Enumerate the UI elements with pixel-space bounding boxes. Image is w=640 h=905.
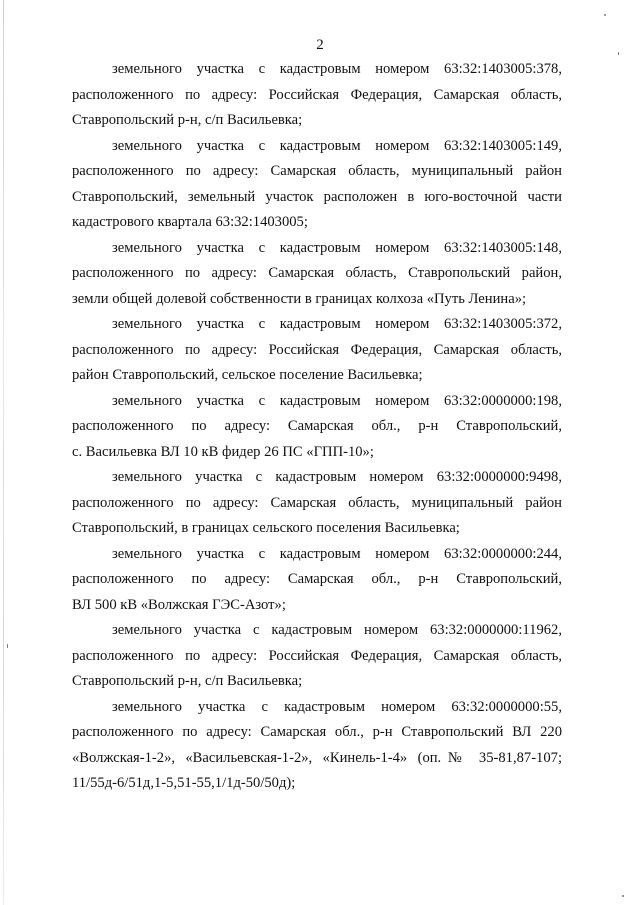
paragraph-line: земельного участка с кадастровым номером 63:32:1403005:372,	[112, 316, 562, 332]
paragraph-line: Ставропольский р-н, с/п Васильевка;	[72, 673, 303, 689]
paragraph-line: земельного участка с кадастровым номером 63:32:0000000:198,	[112, 392, 562, 409]
paragraph-parcel-372	[72, 312, 562, 389]
paragraph-line: расположенного по адресу: Самарская область, муниципальный район	[72, 163, 562, 179]
paragraph-parcel-378	[72, 57, 562, 134]
paragraph-line: расположенного по адресу: Самарская обл., р-н Ставропольский,	[72, 418, 562, 434]
paragraph-line: земельного участка с кадастровым номером 63:32:1403005:378,	[112, 61, 562, 77]
scan-edge-line	[3, 0, 4, 905]
page-number: 2	[316, 37, 324, 53]
paragraph-line: земли общей долевой собственности в границах колхоза «Путь Ленина»;	[72, 290, 527, 307]
document-body	[72, 57, 562, 797]
scan-speck	[604, 14, 606, 16]
paragraph-line: земельного участка с кадастровым номером 63:32:1403005:149,	[112, 137, 562, 154]
paragraph-line: расположенного по адресу: Самарская обл., р-н Ставропольский ВЛ 220	[72, 724, 562, 740]
paragraph-line: Ставропольский, в границах сельского поселения Васильевка;	[72, 520, 460, 536]
paragraph-parcel-149	[72, 134, 562, 236]
paragraph-line: Ставропольский р-н, с/п Васильевка;	[72, 112, 303, 128]
paragraph-line: земельного участка с кадастровым номером 63:32:0000000:244,	[112, 545, 562, 562]
paragraph-line: кадастрового квартала 63:32:1403005;	[72, 214, 308, 230]
paragraph-line: расположенного по адресу: Российская Федерация, Самарская область,	[72, 647, 562, 664]
paragraph-line: земельного участка с кадастровым номером 63:32:0000000:11962,	[112, 622, 562, 638]
paragraph-line: район Ставропольский, сельское поселение Васильевка;	[72, 367, 423, 383]
paragraph-line: расположенного по адресу: Самарская обл., р-н Ставропольский,	[72, 571, 562, 587]
paragraph-line: «Волжская-1-2», «Васильевская-1-2», «Кинель-1-4» (оп.№ 35-81,87-107;	[72, 749, 562, 766]
paragraph-line: ВЛ 500 кВ «Волжская ГЭС-Азот»;	[72, 596, 286, 613]
paragraph-line: земельного участка с кадастровым номером 63:32:0000000:55,	[112, 698, 562, 715]
paragraph-parcel-11962	[72, 618, 562, 695]
paragraph-line: с. Васильевка ВЛ 10 кВ фидер 26 ПС «ГПП-10»;	[72, 443, 374, 460]
paragraph-line: 11/55д-6/51д,1-5,51-55,1/1д-50/50д);	[72, 775, 296, 791]
scan-speck	[622, 895, 624, 897]
paragraph-line: земельного участка с кадастровым номером 63:32:1403005:148,	[112, 239, 562, 256]
scan-speck	[7, 644, 8, 648]
paragraph-parcel-9498	[72, 465, 562, 542]
paragraph-line: расположенного по адресу: Российская Федерация, Самарская область,	[72, 86, 562, 103]
paragraph-line: расположенного по адресу: Российская Федерация, Самарская область,	[72, 341, 562, 358]
paragraph-parcel-198	[72, 389, 562, 466]
paragraph-line: расположенного по адресу: Самарская область, Ставропольский район,	[72, 265, 562, 281]
paragraph-line: земельного участка с кадастровым номером 63:32:0000000:9498,	[112, 469, 562, 485]
paragraph-line: расположенного по адресу: Самарская область, муниципальный район	[72, 494, 562, 511]
paragraph-line: Ставропольский, земельный участок расположен в юго-восточной части	[72, 188, 562, 205]
paragraph-parcel-244	[72, 542, 562, 619]
paragraph-parcel-55	[72, 695, 562, 797]
paragraph-parcel-148	[72, 236, 562, 313]
